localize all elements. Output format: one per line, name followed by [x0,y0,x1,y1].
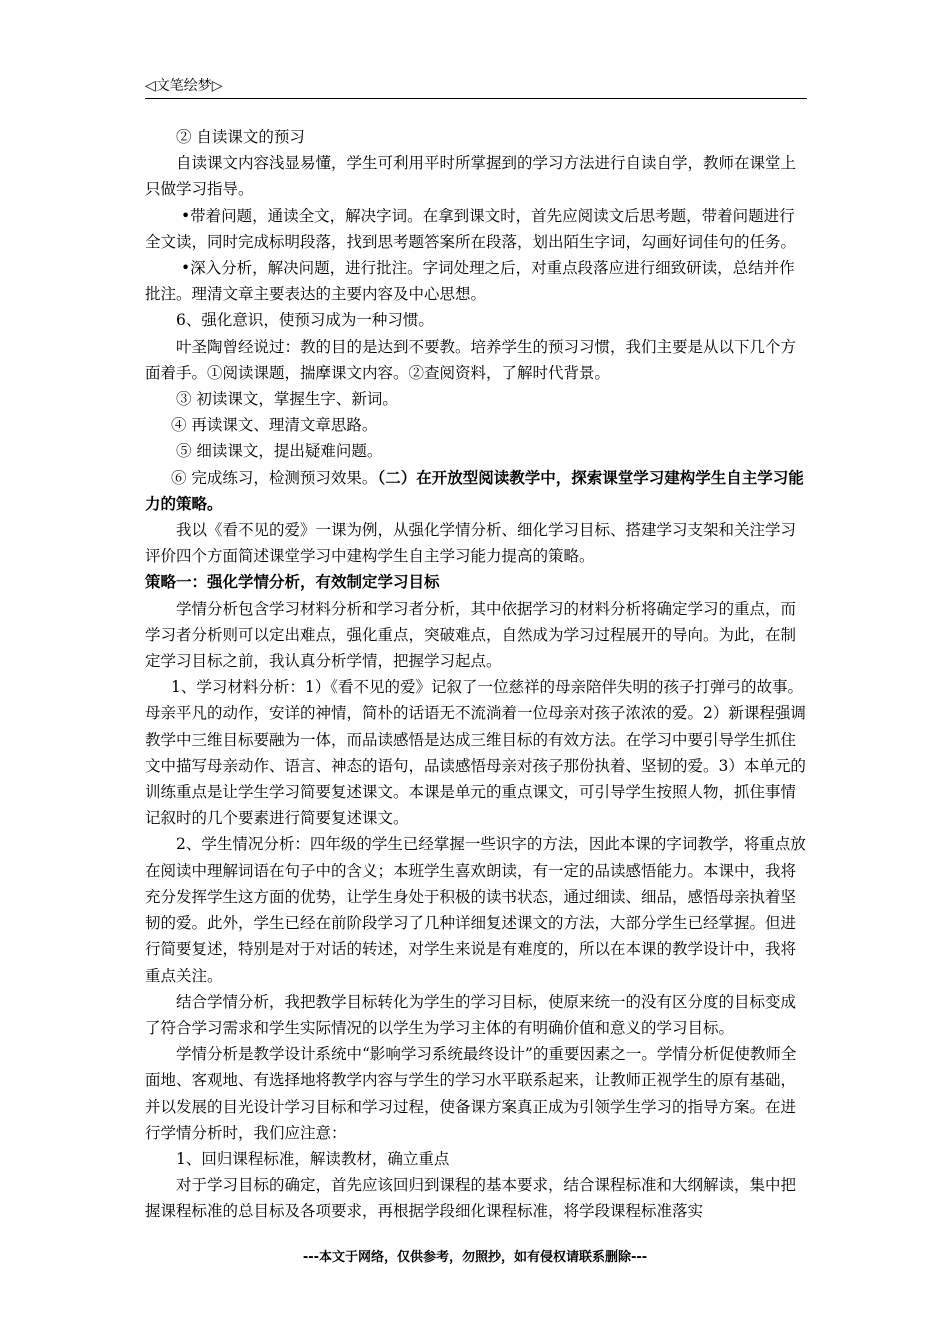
page-header [145,74,807,99]
paragraph: 1、学习材料分析：1）《看不见的爱》记叙了一位慈祥的母亲陪伴失明的孩子打弹弓的故事。母亲平凡的动作，安详的神情，简朴的话语无不流淌着一位母亲对孩子浓浓的爱。2）新课程强调教学中三维目标要融为一体，而品读感悟是达成三维目标的有效方法。在学习中要引导学生抓住文中描写母亲动作、语言、神态的语句，品读感悟母亲对孩子那份执着、坚韧的爱。3）本单元的训练重点是让学生学习简要复述课文。本课是单元的重点课文，可引导学生按照人物，抓住事情记叙时的几个要素进行简要复述课文。 [145,678,806,828]
paragraph: 学情分析包含学习材料分析和学习者分析，其中依据学习的材料分析将确定学习的重点，而学习者分析则可以定出难点，强化重点，突破难点，自然成为学习过程展开的导向。为此，在制定学习目标之前，我认真分析学情，把握学习起点。 [145,599,797,671]
paragraph: ④ 再读课文、理清文章思路。 [171,416,378,435]
document-body [145,124,809,1225]
paragraph-text: ⑥ 完成练习，检测预习效果。 [171,468,378,487]
section-heading: （二）在开放型阅读教学中，探索课堂学习建构学生自主学习能力的策略。 [145,467,804,513]
paragraph: 学情分析是教学设计系统中“影响学习系统最终设计”的重要因素之一。学情分析促使教师全面地、客观地、有选择地将教学内容与学生的学习水平联系起来，让教师正视学生的原有基础，并以发展的目光设计学习目标和学习过程，使备课方案真正成为引领学生学习的指导方案。在进行学情分析时，我们应注意： [145,1045,797,1142]
header-title: ◁文笔绘梦▷ [145,78,223,94]
page-footer [0,1246,950,1265]
strategy-heading: 策略一：强化学情分析，有效制定学习目标 [145,572,440,592]
paragraph: 自读课文内容浅显易懂，学生可利用平时所掌握到的学习方法进行自读自学，教师在课堂上只做学习指导。 [145,154,797,199]
paragraph: 2、学生情况分析：四年级的学生已经掌握一些识字的方法，因此本课的字词教学，将重点放在阅读中理解词语在句子中的含义；本班学生喜欢朗读，有一定的品读感悟能力。本课中，我将充分发挥学生这方面的优势，让学生身处于积极的读书状态，通过细读、细品，感悟母亲执着坚韧的爱。此外，学生已经在前阶段学习了几种详细复述课文的方法，大部分学生已经掌握。但进行简要复述，特别是对于对话的转述，对学生来说是有难度的，所以在本课的教学设计中，我将重点关注。 [145,835,806,985]
paragraph: •深入分析，解决问题，进行批注。字词处理之后，对重点段落应进行细致研读，总结并作批注。理清文章主要表达的主要内容及中心思想。 [145,259,795,304]
paragraph: ② 自读课文的预习 [176,128,305,146]
footer-notice: ---本文于网络，仅供参考，勿照抄，如有侵权请联系删除--- [302,1250,648,1265]
paragraph: ③ 初读课文，掌握生字、新词。 [176,390,398,409]
paragraph: 1、回归课程标准，解读教材，确立重点 [176,1149,450,1168]
paragraph [145,465,809,517]
paragraph: •带着问题，通读全文，解决字词。在拿到课文时，首先应阅读文后思考题，带着问题进行全文读，同时完成标明段落，找到思考题答案所在段落，划出陌生字词，勾画好词佳句的任务。 [145,206,797,251]
paragraph: 对于学习目标的确定，首先应该回归到课程的基本要求，结合课程标准和大纲解读，集中把握课程标准的总目标及各项要求，再根据学段细化课程标准，将学段课程标准落实 [145,1176,797,1221]
paragraph: 结合学情分析，我把教学目标转化为学生的学习目标，使原来统一的没有区分度的目标变成了符合学习需求和学生实际情况的以学生为学习主体的有明确价值和意义的学习目标。 [145,992,797,1037]
paragraph: 我以《看不见的爱》一课为例，从强化学情分析、细化学习目标、搭建学习支架和关注学习评价四个方面简述课堂学习中建构学生自主学习能力提高的策略。 [145,521,797,566]
paragraph: ⑤ 细读课文，提出疑难问题。 [176,442,383,461]
paragraph: 叶圣陶曾经说过：教的目的是达到不要教。培养学生的预习习惯，我们主要是从以下几个方面着手。①阅读课题，揣摩课文内容。②查阅资料，了解时代背景。 [145,337,797,382]
paragraph: 6、强化意识，使预习成为一种习惯。 [176,311,434,330]
